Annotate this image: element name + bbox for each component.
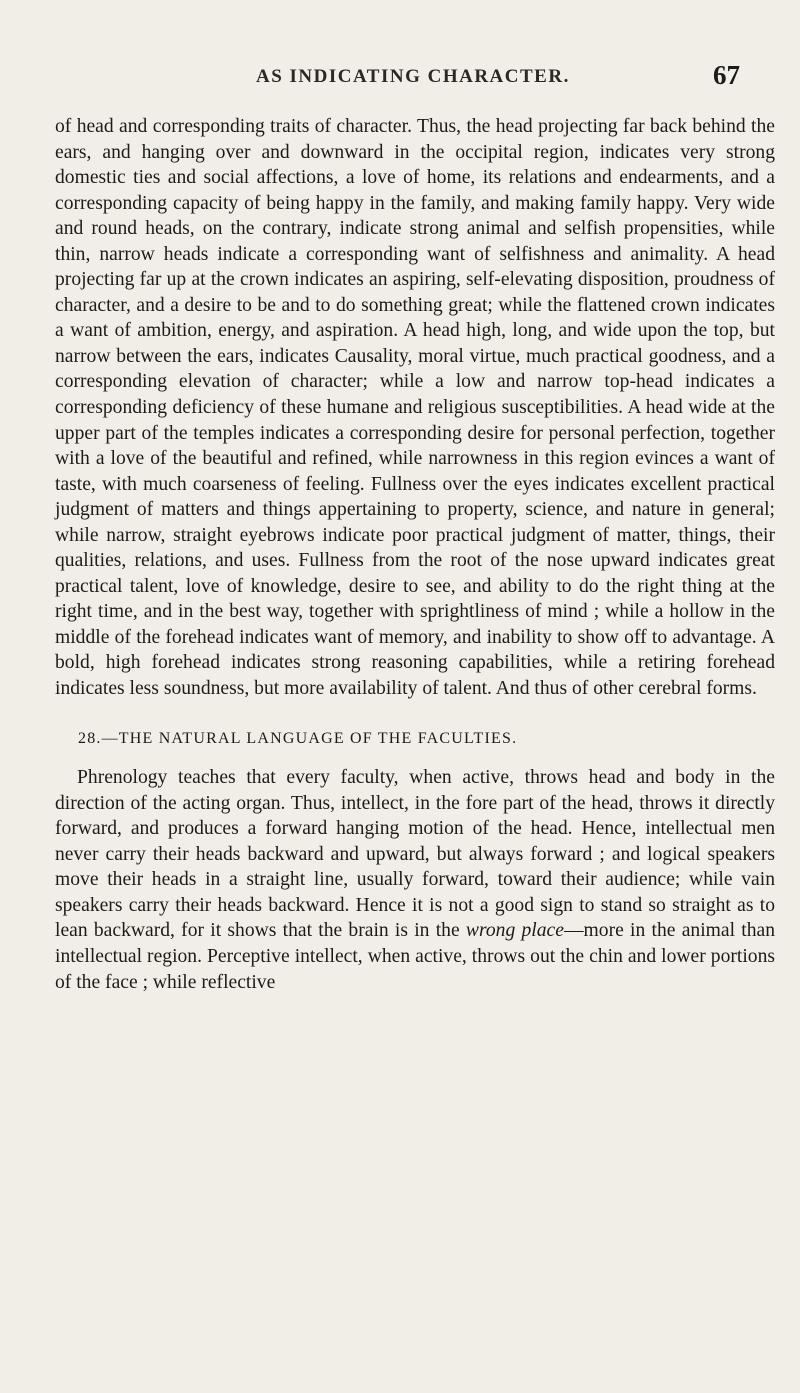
paragraph-text-part-2: —more in the animal than intellectual region. Perceptive intellect, when active, throws out the chin and lower portions of the face ; while reflective xyxy=(55,920,775,993)
paragraph-continued: of head and corresponding traits of character. Thus, the head projecting far back behind the ears, and hanging over and downward in the occipital region, indicates very strong domestic ties and social affections, a love of home, its relations and endearments, and a corresponding capacity of being happy in the family, and making family happy. Very wide and round heads, on the contrary, indicate strong animal and selfish propensities, while thin, narrow heads indicate a corresponding want of selfishness and animality. A head projecting far up at the crown indicates an aspiring, self-elevating disposition, proudness of character, and a desire to be and to do something great; while the flattened crown indicates a want of ambition, energy, and aspiration. A head high, long, and wide upon the top, but narrow between the ears, indicates Causality, moral virtue, much practical goodness, and a corresponding elevation of character; while a low and narrow top-head indicates a corresponding deficiency of these humane and religious susceptibilities. A head wide at the upper part of the temples indicates a corresponding desire for personal perfection, together with a love of the beautiful and refined, while narrowness in this region evinces a want of taste, with much coarseness of feeling. Fullness over the eyes indicates excellent practical judgment of matters and things appertaining to property, science, and nature in general; while narrow, straight eyebrows indicate poor practical judgment of matter, things, their qualities, relations, and uses. Fullness from the root of the nose upward indicates great practical talent, love of knowledge, desire to see, and ability to do the right thing at the right time, and in the best way, together with sprightliness of mind ; while a hollow in the middle of the forehead indicates want of memory, and inability to show off to advantage. A bold, high forehead indicates strong reasoning capabilities, while a retiring forehead indicates less soundness, but more availability of talent. And thus of other cerebral forms. xyxy=(55,116,775,700)
section-heading: 28.—THE NATURAL LANGUAGE OF THE FACULTIES. xyxy=(78,729,518,747)
running-head xyxy=(0,60,800,90)
page-number: 67 xyxy=(713,60,740,90)
body-text xyxy=(55,114,775,995)
running-title: AS INDICATING CHARACTER. xyxy=(256,66,570,87)
italic-emphasis: wrong place xyxy=(465,920,564,942)
paragraph-natural-language xyxy=(55,765,775,995)
paragraph-text-part-1: Phrenology teaches that every faculty, when active, throws head and body in the direction of the acting organ. Thus, intellect, in the fore part of the head, throws it directly forward, and produces a forward hanging motion of the head. Hence, intellectual men never carry their heads backward and upward, but always forward ; and logical speakers move their heads in a straight line, usually forward, toward their audience; while vain speakers carry their heads backward. Hence it is not a good sign to stand so straight as to lean backward, for it shows that the brain is in the xyxy=(55,767,775,942)
